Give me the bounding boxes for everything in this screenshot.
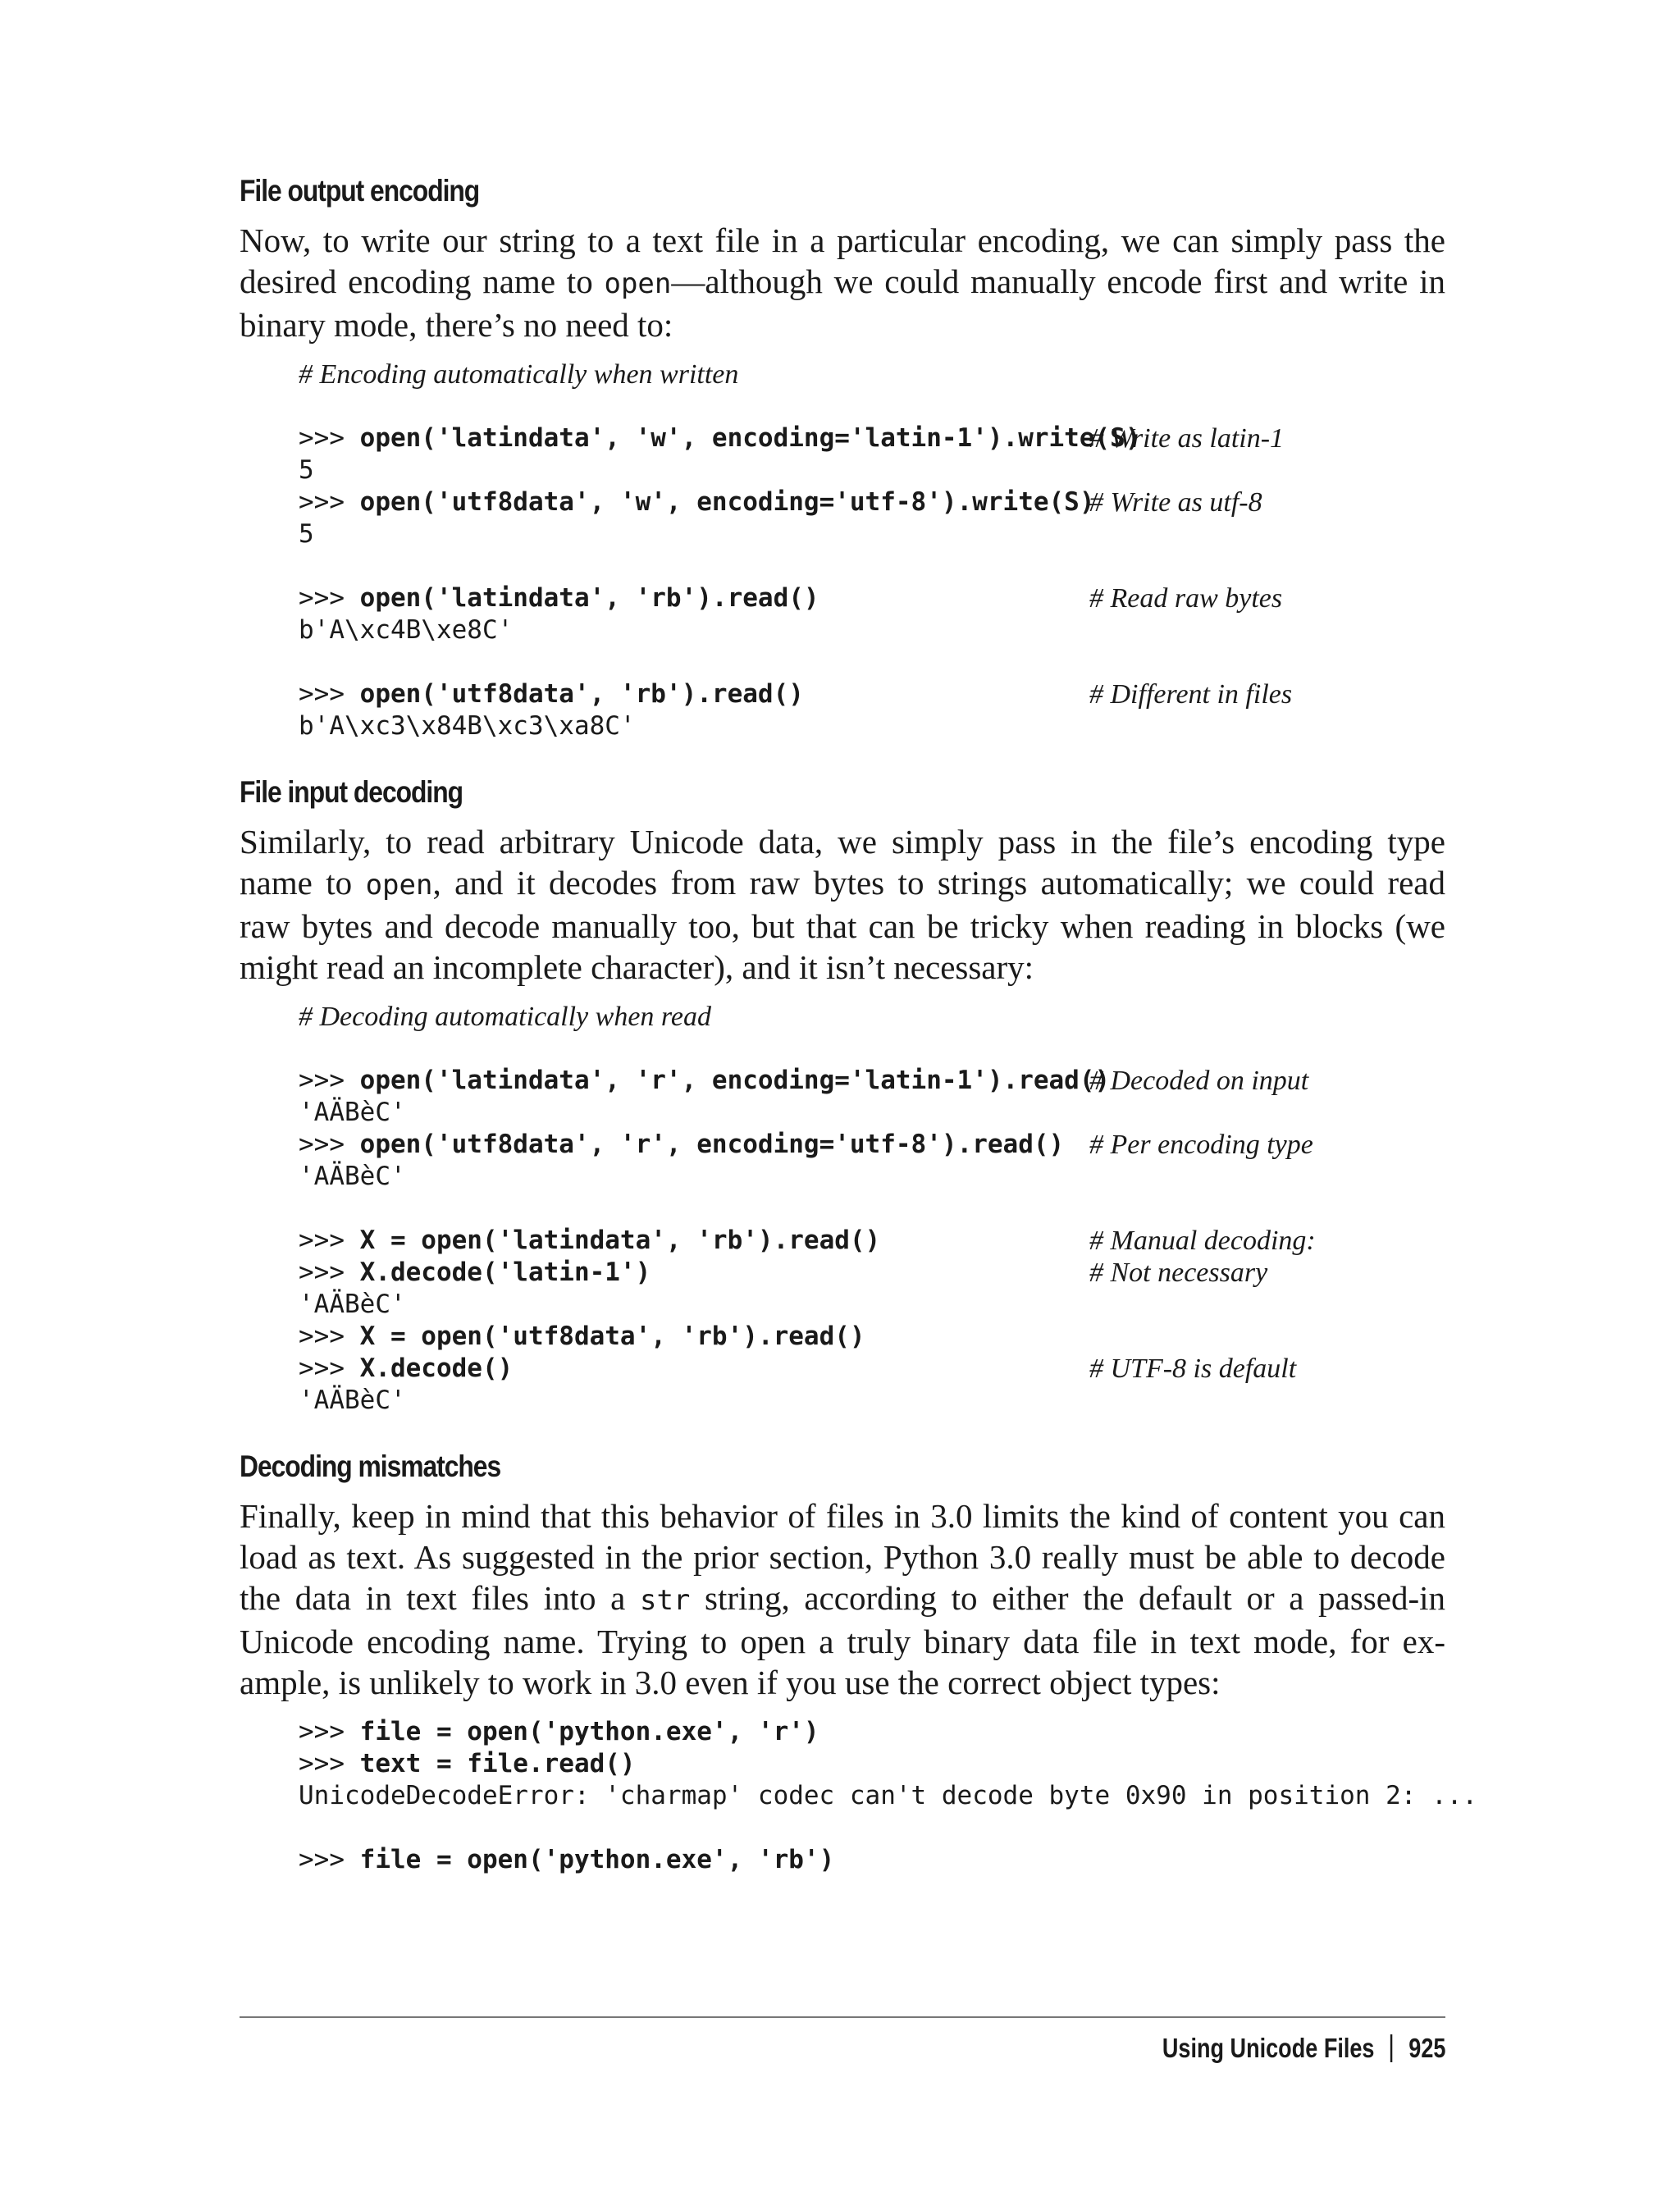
section-file-input-decoding [240,775,1445,1417]
paragraph-line: Unicode encoding name. Trying to open a truly binary data file in text mode, for ex- [240,1623,1445,1660]
page-number: 925 [1408,2033,1445,2063]
code-output: b'A\xc3\x84B\xc3\xa8C' [299,711,636,741]
code-inline-comment: # Manual decoding: [1089,1226,1316,1256]
section-heading: File output encoding [240,174,480,208]
code-prompt: >>> [299,1749,360,1778]
code-output: 'AÄBèC' [299,1098,406,1127]
code-output-line [299,710,1445,742]
section-decoding-mismatches [240,1449,1478,1876]
code-listing [299,1001,1445,1417]
code-input-line [299,582,1445,614]
code-inline-comment: # Read raw bytes [1089,583,1283,614]
code-prompt: >>> [299,1066,360,1095]
code-command: open('utf8data', 'r', encoding='utf-8').read() [359,1130,1065,1159]
code-input-line [299,1716,1445,1748]
code-listing [299,1716,1478,1876]
code-lines [299,422,1445,742]
paragraph-line: Now, to write our string to a text file in a particular encoding, we can simply pass the [240,221,1445,259]
section-heading: Decoding mismatches [240,1449,501,1483]
page-body [240,174,1478,1909]
code-inline-comment: # UTF-8 is default [1089,1354,1297,1384]
code-command: X.decode('latin-1') [359,1258,651,1287]
page-footer [1162,2033,1445,2064]
code-output: b'A\xc4B\xe8C' [299,615,514,645]
code-blank-line [299,550,1445,582]
code-inline-comment: # Write as latin-1 [1089,423,1285,454]
code-input-line [299,486,1445,518]
code-command: text = file.read() [359,1749,636,1778]
code-output: UnicodeDecodeError: 'charmap' codec can't decode byte 0x90 in position 2: ... [299,1781,1478,1810]
code-command: open('utf8data', 'w', encoding='utf-8').write(S) [359,487,1095,517]
paragraph-line [240,862,1445,906]
code-input-line [299,1065,1445,1097]
code-output-line [299,518,1445,550]
inline-code: str [639,1584,691,1617]
code-prompt: >>> [299,423,360,453]
code-listing [299,358,1445,742]
text-run: —although we could manually encode first and write in [671,262,1445,300]
paragraph-line: Similarly, to read arbitrary Unicode data, we simply pass in the file’s encoding type [240,823,1445,861]
paragraph-line: Finally, keep in mind that this behavior of files in 3.0 limits the kind of content you can [240,1497,1445,1535]
text-run: the data in text files into a [240,1579,640,1617]
running-footer-title: Using Unicode Files [1162,2033,1375,2063]
code-prompt: >>> [299,1354,360,1383]
code-command: open('utf8data', 'rb').read() [359,679,804,709]
code-output: 'AÄBèC' [299,1386,406,1415]
code-prompt: >>> [299,1130,360,1159]
code-blank-line [299,646,1445,678]
text-run: name to [240,864,366,902]
code-prompt: >>> [299,583,360,613]
footer-separator [1390,2034,1392,2062]
code-prompt: >>> [299,1845,360,1874]
text-run: , and it decodes from raw bytes to strings automatically; we could read [432,864,1445,902]
code-inline-comment: # Per encoding type [1089,1130,1313,1160]
code-input-line [299,1129,1445,1161]
inline-code: open [365,869,433,902]
code-prompt: >>> [299,1322,360,1351]
code-prompt: >>> [299,1258,360,1287]
body-paragraph [240,1495,1445,1703]
code-command: file = open('python.exe', 'rb') [359,1845,835,1874]
code-input-line [299,1844,1445,1876]
code-prompt: >>> [299,1717,360,1746]
body-paragraph [240,220,1445,345]
text-run: string, according to either the default or a passed-in [690,1579,1445,1617]
code-input-line [299,1748,1445,1780]
code-output: 5 [299,519,314,549]
code-inline-comment: # Different in files [1089,679,1293,710]
code-blank-line [299,1193,1445,1225]
code-inline-comment: # Not necessary [1089,1258,1268,1288]
code-output: 'AÄBèC' [299,1290,406,1319]
code-output-line [299,1097,1445,1129]
code-inline-comment: # Decoded on input [1089,1066,1309,1096]
code-command: X = open('latindata', 'rb').read() [359,1226,881,1255]
code-prompt: >>> [299,1226,360,1255]
code-input-line [299,1353,1445,1385]
code-command: open('latindata', 'w', encoding='latin-1').write(S) [359,423,1141,453]
paragraph-line: binary mode, there’s no need to: [240,306,673,344]
code-output-line [299,1289,1445,1321]
code-input-line [299,1225,1445,1257]
paragraph-line [240,1577,1445,1621]
inline-code: open [604,267,672,300]
code-input-line [299,1321,1445,1353]
code-lines [299,1065,1445,1417]
body-paragraph [240,821,1445,988]
code-output-line [299,614,1445,646]
section-heading: File input decoding [240,775,463,809]
paragraph-line: load as text. As suggested in the prior section, Python 3.0 really must be able to decode [240,1538,1445,1576]
code-command: open('latindata', 'rb').read() [359,583,819,613]
paragraph-line [240,261,1445,304]
code-prompt: >>> [299,679,360,709]
paragraph-line: ample, is unlikely to work in 3.0 even if you use the correct object types: [240,1664,1221,1701]
section-file-output-encoding [240,174,1445,742]
code-inline-comment: # Write as utf-8 [1089,487,1262,518]
footer-rule [240,2016,1445,2018]
code-input-line [299,1257,1445,1289]
code-blank-line [299,1812,1445,1844]
code-command: X = open('utf8data', 'rb').read() [359,1322,865,1351]
code-prompt: >>> [299,487,360,517]
code-output: 'AÄBèC' [299,1162,406,1191]
paragraph-line: raw bytes and decode manually too, but that can be tricky when reading in blocks (we [240,907,1445,945]
code-input-line [299,678,1445,710]
code-comment: # Decoding automatically when read [299,1002,711,1032]
code-output: 5 [299,455,314,485]
code-lines [299,1716,1478,1876]
paragraph-line: might read an incomplete character), and it isn’t necessary: [240,948,1034,986]
text-run: desired encoding name to [240,262,605,300]
code-output-line [299,1780,1478,1812]
code-command: file = open('python.exe', 'r') [359,1717,819,1746]
code-command: X.decode() [359,1354,514,1383]
code-output-line [299,1385,1445,1417]
code-command: open('latindata', 'r', encoding='latin-1').read() [359,1066,1111,1095]
code-comment: # Encoding automatically when written [299,359,739,390]
code-input-line [299,422,1445,454]
code-output-line [299,454,1445,486]
code-output-line [299,1161,1445,1193]
